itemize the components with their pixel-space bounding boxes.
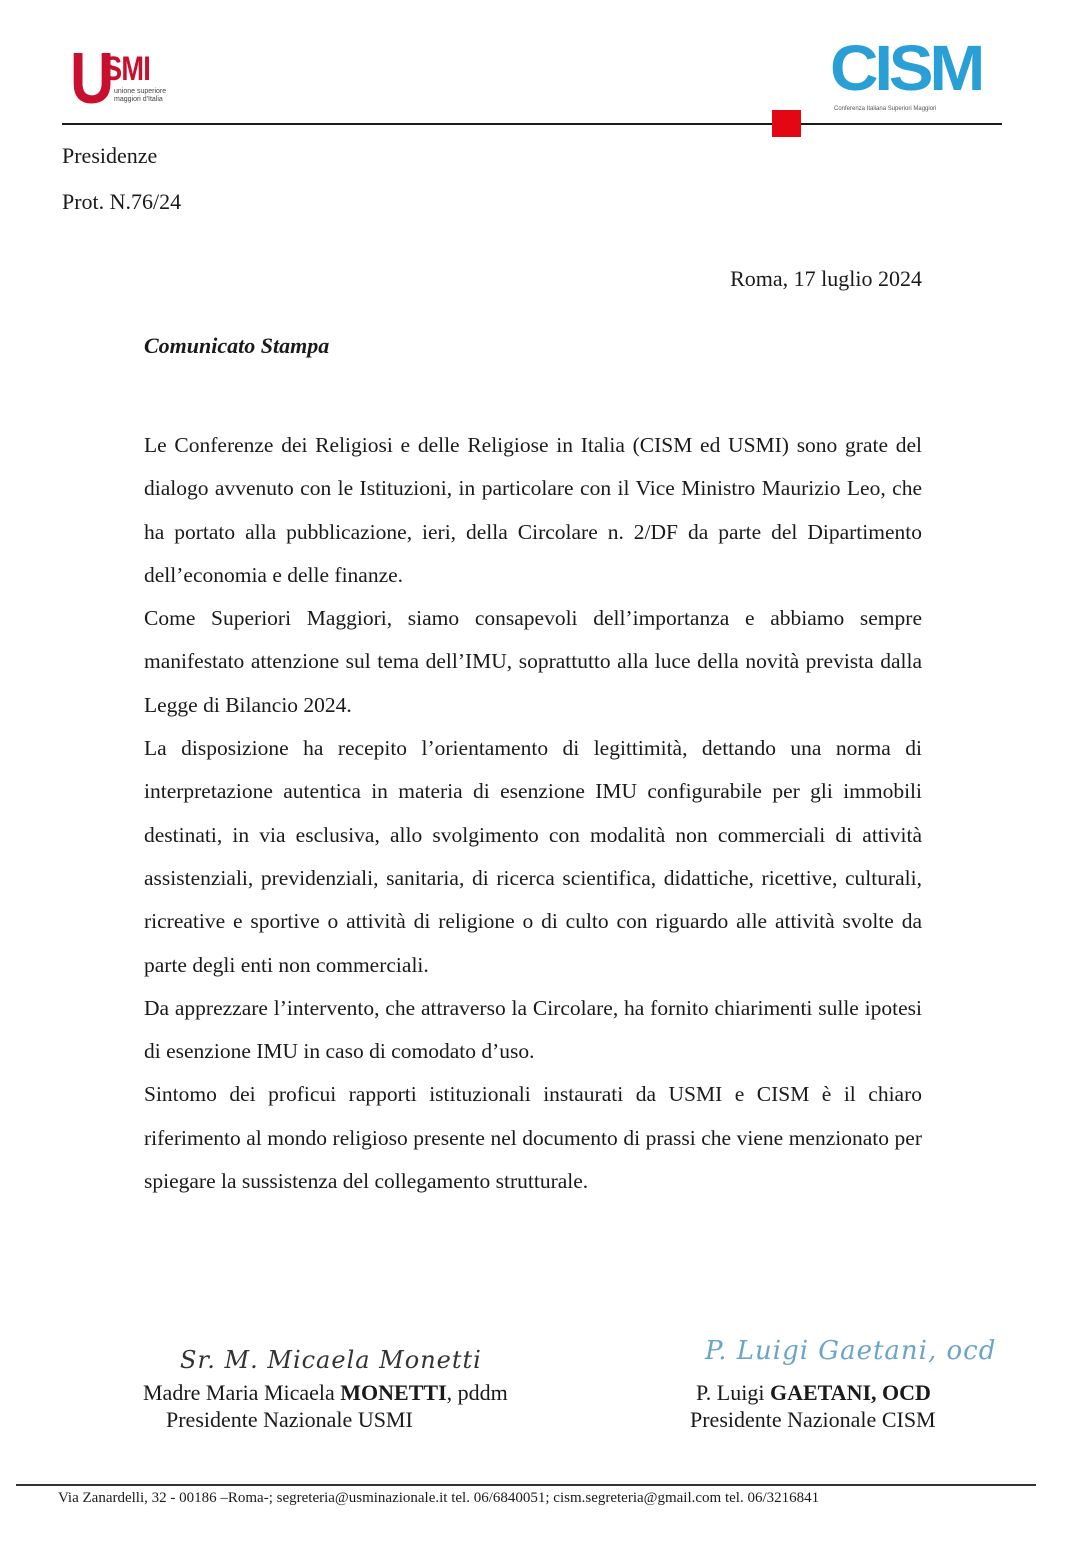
date-line: Roma, 17 luglio 2024: [730, 266, 922, 291]
signatory-name-monetti: [143, 1380, 508, 1406]
signatory-role-cism: Presidente Nazionale CISM: [690, 1407, 936, 1432]
footer-contact-info: Via Zanardelli, 32 - 00186 –Roma-; segreteria@usminazionale.it tel. 06/6840051; cism.segreteria@gmail.com tel. 06/3216841: [58, 1490, 820, 1506]
document-title: Comunicato Stampa: [144, 333, 330, 358]
paragraph: Sintomo dei proficui rapporti istituzionali instaurati da USMI e CISM è il chiaro riferimento al mondo religioso presente nel documento di prassi che viene menzionato per spiegare la sussistenza del collegamento strutturale.: [144, 1082, 922, 1194]
name-surname: GAETANI, OCD: [769, 1380, 931, 1405]
signatory-role-usmi: Presidente Nazionale USMI: [166, 1407, 413, 1432]
handwritten-signature-gaetani: P. Luigi Gaetani, ocd: [705, 1336, 997, 1366]
red-square-accent: [772, 110, 801, 137]
signatory-name-gaetani: [696, 1380, 931, 1406]
paragraph: Come Superiori Maggiori, siamo consapevoli dell’importanza e abbiamo sempre manifestato attenzione sul tema dell’IMU, soprattutto alla luce della novità prevista dalla Legge di Bilancio 2024.: [144, 606, 922, 717]
office-label: Presidenze: [62, 143, 158, 168]
handwritten-signature-monetti: Sr. M. Micaela Monetti: [180, 1346, 482, 1374]
usmi-logo: [70, 39, 190, 119]
name-prefix: Madre Maria Micaela: [143, 1380, 341, 1405]
press-release-body: [144, 424, 922, 1203]
usmi-logo-u: U: [70, 39, 115, 119]
cism-logo: [830, 32, 990, 116]
protocol-number: Prot. N.76/24: [62, 189, 182, 214]
paragraph: Da apprezzare l’intervento, che attraverso la Circolare, ha fornito chiarimenti sulle ipotesi di esenzione IMU in caso di comodato d’uso.: [144, 995, 922, 1064]
paragraph: La disposizione ha recepito l’orientamento di legittimità, dettando una norma di interpretazione autentica in materia di esenzione IMU configurabile per gli immobili destinati, in via esclusiva, allo svolgimento con modalità non commerciali di attività assistenziali, previdenziali, sanitaria, di ricerca scientifica, didattiche, ricettive, culturali, ricreative e sportive o attività di religione o di culto con riguardo alle attività svolte da parte degli enti non commerciali.: [144, 736, 922, 977]
usmi-logo-smi: SMI: [104, 50, 150, 88]
name-surname: MONETTI: [340, 1380, 447, 1405]
cism-logo-subtitle: Conferenza Italiana Superiori Maggiori: [834, 106, 937, 112]
footer-divider: [16, 1484, 1036, 1486]
usmi-logo-subtitle: unione superiore maggiori d'Italia: [114, 88, 167, 103]
name-suffix: , pddm: [446, 1380, 508, 1405]
cism-logo-text: CISM: [830, 32, 982, 104]
name-prefix: P. Luigi: [696, 1380, 770, 1405]
header-divider: [62, 123, 1002, 125]
paragraph: Le Conferenze dei Religiosi e delle Religiose in Italia (CISM ed USMI) sono grate del dialogo avvenuto con le Istituzioni, in particolare con il Vice Ministro Maurizio Leo, che ha portato alla pubblicazione, ieri, della Circolare n. 2/DF da parte del Dipartimento dell’economia e delle finanze.: [144, 433, 922, 587]
